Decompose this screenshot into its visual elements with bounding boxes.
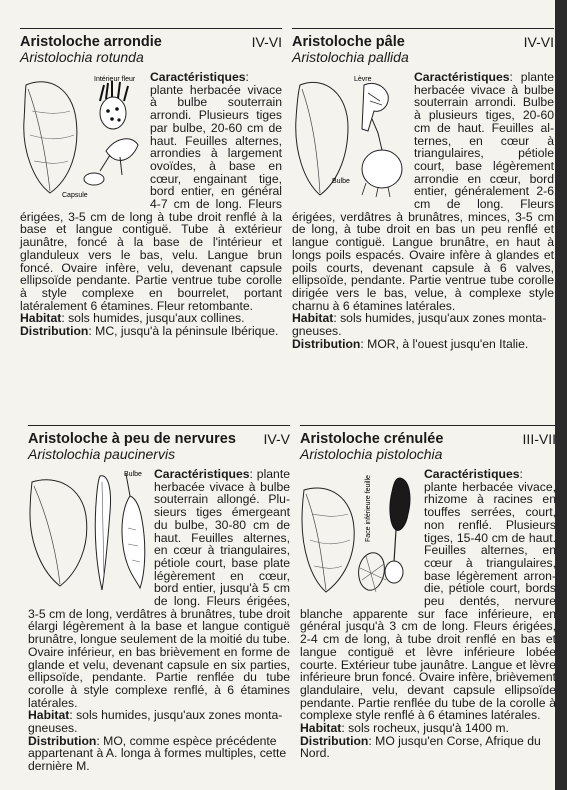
characteristics-text: : plante herbacée vivace à bulbe souterrain arrondi. Bulbe à plusieurs tiges, 20-60 cm de haut. Feuilles alternes, en cœur à triangulaires, pétiole court, base légèrement arrondie en cœur, bord entier, généralement 2-6 cm de long. Fleurs érigées, verdâtres à brunâtres, minces, 3-5 cm de long, à tube droit en bas un peu renflé et langue contiguë. Langue brunâtre, en haut à longs poils espacés. Ovaire infère à glandes et poils courts, devenant capsule à 6 valves, ellipsoïde, pendante. Partie ventrue tube corolle dirigée vers le bas, velue, à complexe style charnu à 6 étamines latérales. bbox=[292, 70, 554, 313]
distribution-label: Distribution bbox=[300, 733, 369, 748]
habitat-text: : sols rocheux, jusqu'à 1400 m. bbox=[341, 721, 509, 736]
characteristics-label: Caractéristiques bbox=[424, 467, 520, 481]
distribution-text: : MOR, à l'ouest jusqu'en Italie. bbox=[360, 336, 529, 351]
entry-rule bbox=[292, 28, 554, 29]
distribution-text: : MO jusqu'en Corse, Afrique du Nord. bbox=[300, 733, 541, 761]
distribution-label: Distribution bbox=[20, 324, 89, 339]
species-latin-name: Aristolochia pistolochia bbox=[300, 446, 443, 462]
characteristics-text: : plante herbacée vivace, rhizome à racines en touffes serrées, court, non renflé. Plusieurs tiges, 15-40 cm de haut. Feuilles alternes, en cœur à triangulaires, base légèrement arrondie, pétiole court, bords peu dentés, nervure blanche apparente sur face inférieure, en général jusqu'à 3 cm de long. Fleurs érigées, 2-4 cm de long, à tube droit renflé en bas et langue contiguë et lèvre inférieure lobée courte. Extérieur tube jaunâtre. Langue et lèvre inférieure brun foncé. Ovaire infère, brièvement glandulaire, velu, devant capsule ellipsoïde pendante. Partie renflée du tube de la corolle à complexe style renflé à 6 étamines latérales. bbox=[300, 467, 556, 723]
characteristics-label: Caractéristiques bbox=[154, 467, 250, 481]
figure-label-leaf-underside: Face inférieure feuille bbox=[365, 475, 372, 542]
characteristics-label: Caractéristiques bbox=[150, 70, 246, 84]
habitat-text: : sols humides, jusqu'aux zones montagneuses. bbox=[28, 708, 283, 736]
species-entry-pistolochia bbox=[300, 425, 556, 760]
species-name: Aristoloche pâle bbox=[292, 34, 405, 50]
distribution-label: Distribution bbox=[292, 336, 361, 351]
habitat-label: Habitat bbox=[28, 708, 70, 723]
species-entry-rotunda bbox=[20, 28, 282, 338]
flowering-period: IV-VI bbox=[523, 34, 554, 50]
species-name: Aristoloche crénulée bbox=[300, 431, 444, 447]
rotunda-illustration bbox=[20, 71, 146, 199]
species-entry-pallida bbox=[292, 28, 554, 350]
entry-rule bbox=[300, 425, 556, 426]
characteristics-label: Caractéristiques bbox=[414, 70, 510, 84]
species-latin-name: Aristolochia pallida bbox=[292, 49, 409, 65]
habitat-text: : sols humides, jusqu'aux collines. bbox=[61, 311, 245, 326]
characteristics-text: : plante herbacée vivace à bulbe souterrain allongé. Plusieurs tiges émergeant du bulbe, 30-80 cm de haut. Feuilles alternes, en cœur à triangulaires, pétiole court, base plate légèrement en cœur, bord entier, jusqu'à 5 cm de long. Fleurs érigées, 3-5 cm de long, verdâtres à brunâtres, tube droit élargi légèrement à la base et langue contiguë brunâtre, longue seulement de la moitié du tube. Ovaire inférieur, en bas brièvement en forme de glande et velu, devenant capsule en six parties, ellipsoïde, pendante. Partie renflée du tube corolle à style complexe renflé, à 6 étamines latérales. bbox=[28, 467, 290, 710]
habitat-label: Habitat bbox=[300, 721, 342, 736]
flowering-period: III-VII bbox=[522, 431, 556, 447]
figure-label-bulb: Bulbe bbox=[332, 178, 350, 185]
species-name: Aristoloche à peu de nervures bbox=[28, 431, 236, 447]
distribution-label: Distribution bbox=[28, 733, 97, 748]
species-latin-name: Aristolochia rotunda bbox=[20, 49, 144, 65]
figure-label-interior: Intérieur fleur bbox=[94, 76, 136, 83]
figure-label-bulb: Bulbe bbox=[124, 471, 142, 478]
pallida-illustration bbox=[292, 71, 410, 199]
flowering-period: IV-VI bbox=[251, 34, 282, 50]
figure-label-lip: Lèvre bbox=[354, 76, 372, 83]
species-latin-name: Aristolochia paucinervis bbox=[28, 446, 176, 462]
species-entry-paucinervis bbox=[28, 425, 290, 773]
species-name: Aristoloche arrondie bbox=[20, 34, 162, 50]
distribution-text: : MO, comme espèce précédente appartenant à A. longa à formes multiples, cette dernière M. bbox=[28, 733, 287, 774]
distribution-text: : MC, jusqu'à la péninsule Ibérique. bbox=[88, 324, 279, 339]
entry-rule bbox=[28, 425, 290, 426]
figure-label-capsule: Capsule bbox=[62, 192, 88, 199]
habitat-label: Habitat bbox=[292, 311, 334, 326]
flowering-period: IV-V bbox=[263, 431, 290, 447]
page-edge-shadow bbox=[555, 0, 567, 790]
pistolochia-illustration bbox=[300, 468, 420, 596]
characteristics-text: : plante herbacée vivace à bulbe souterrain arrondi. Plusieurs tiges par bulbe, 20-60 cm de haut. Feuilles alternes, arrondies à largement ovoïdes, à base en cœur, engainant tige, bord entier, en général 4-7 cm de long. Fleurs érigées, 3-5 cm de long à tube droit renflé à la base et langue contiguë. Tube à extérieur jaunâtre, foncé à la base de l'intérieur et glanduleux vers le bas, velu. Langue brun foncé. Ovaire infère, velu, devenant capsule ellipsoïde pendante. Partie ventrue tube corolle à style complexe en bourrelet, portant latéralement 6 étamines. Fleur retombante. bbox=[20, 70, 282, 313]
habitat-label: Habitat bbox=[20, 311, 62, 326]
habitat-text: : sols humides, jusqu'aux zones montagneuses. bbox=[292, 311, 547, 339]
paucinervis-illustration bbox=[28, 468, 150, 596]
entry-rule bbox=[20, 28, 282, 29]
